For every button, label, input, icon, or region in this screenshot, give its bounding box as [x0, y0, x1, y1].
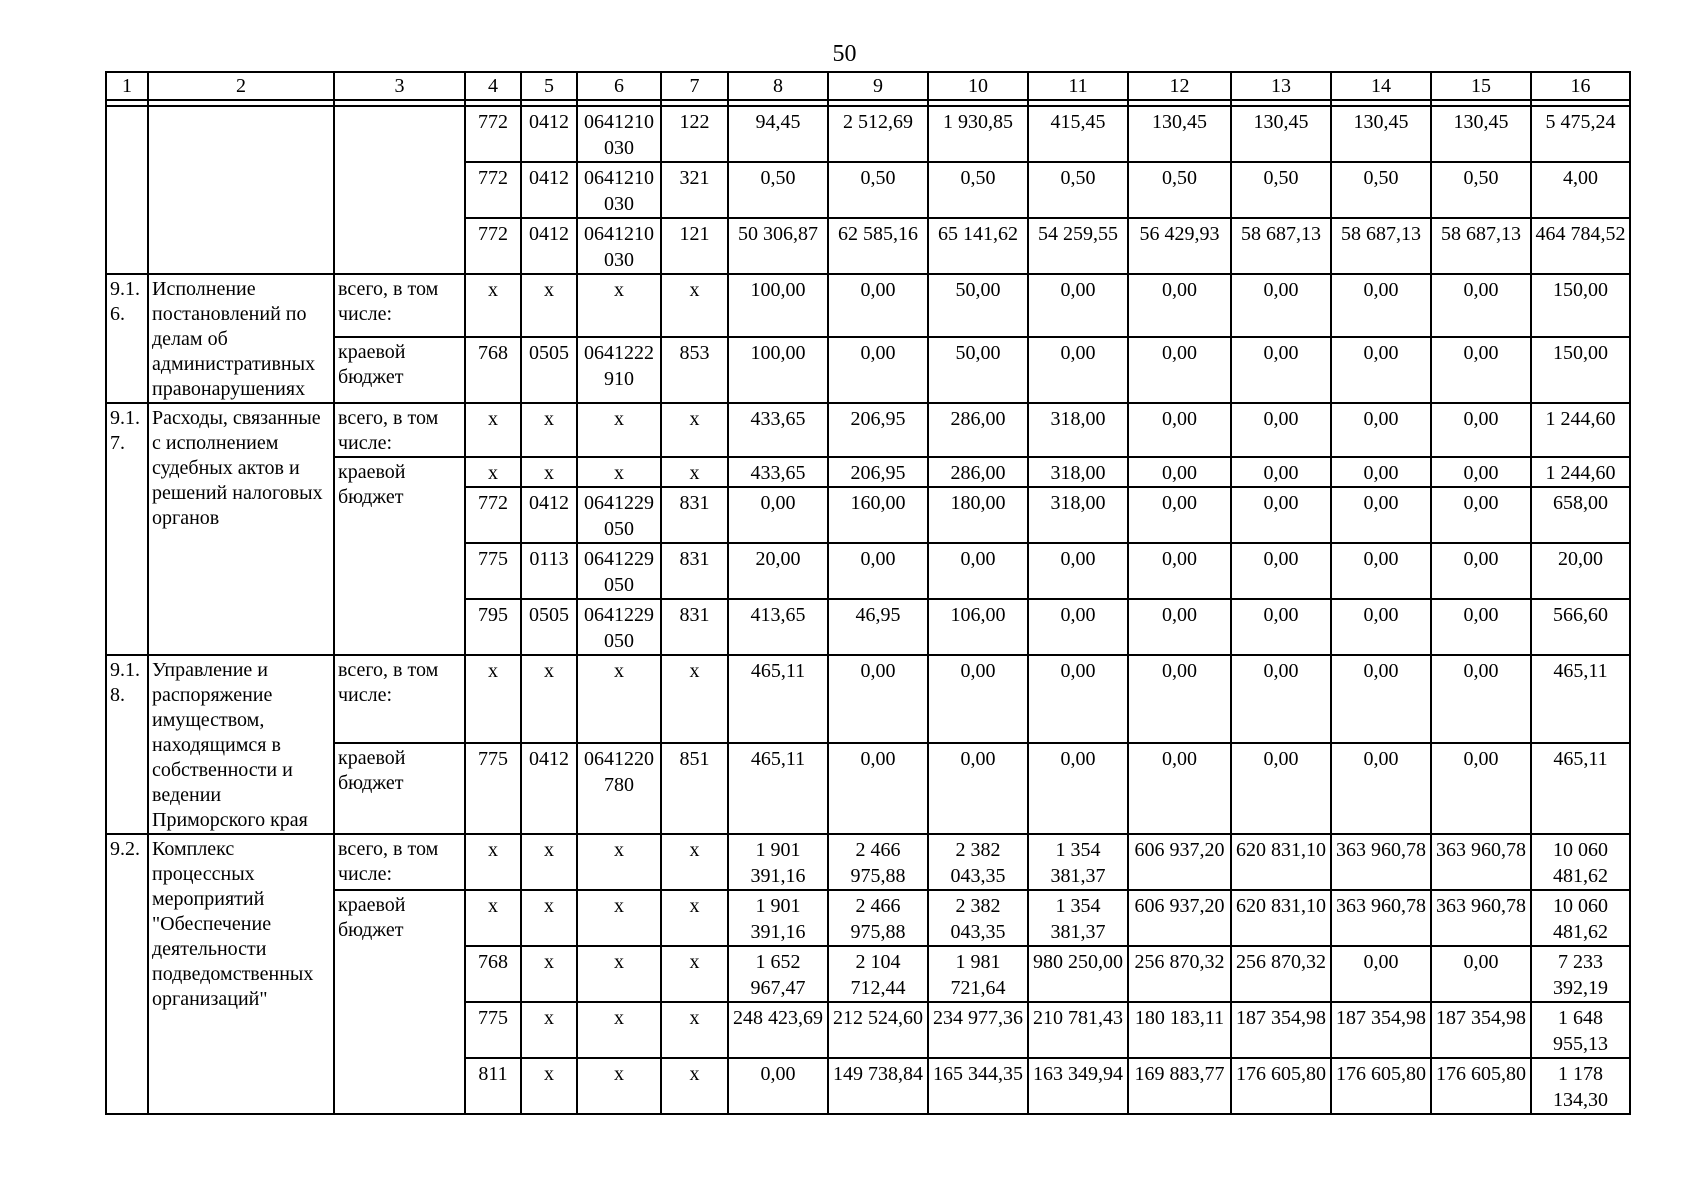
cell-amount: 176 605,80 — [1431, 1058, 1531, 1114]
cell-amount: 658,00 — [1531, 487, 1630, 543]
header-cell: 14 — [1331, 72, 1431, 100]
cell-amount: 0,00 — [1231, 274, 1331, 337]
header-cell: 5 — [521, 72, 577, 100]
cell-amount: 465,11 — [1531, 743, 1630, 834]
cell-amount: 0,00 — [1331, 599, 1431, 655]
cell-source-total: всего, в том числе: — [334, 834, 465, 890]
cell-amount: 0,00 — [1128, 743, 1231, 834]
cell-amount: 0,50 — [728, 162, 828, 218]
cell-amount: 0,00 — [1128, 487, 1231, 543]
cell-amount: 0,00 — [828, 743, 928, 834]
cell-amount: 0,00 — [728, 487, 828, 543]
cell-grbs: 768 — [465, 946, 521, 1002]
cell-name: Исполнение постановлений по делам об административных правонарушениях — [148, 274, 334, 403]
cell-grbs: 811 — [465, 1058, 521, 1114]
cell-section-code: x — [521, 403, 577, 457]
header-cell: 2 — [148, 72, 334, 100]
cell-source-regional: краевой бюджет — [334, 890, 465, 1114]
cell-amount: 50,00 — [928, 337, 1028, 403]
cell-amount: 210 781,43 — [1028, 1002, 1128, 1058]
cell-amount: 1 244,60 — [1531, 403, 1630, 457]
cell-target-code: x — [577, 1002, 661, 1058]
cell-target-code: 0641210 030 — [577, 218, 661, 274]
table-row — [106, 274, 1630, 337]
cell-section-code: 0412 — [521, 106, 577, 162]
cell-amount: 163 349,94 — [1028, 1058, 1128, 1114]
cell-grbs: 772 — [465, 218, 521, 274]
cell-amount: 180 183,11 — [1128, 1002, 1231, 1058]
cell-target-code: x — [577, 834, 661, 890]
cell-expense-type: x — [661, 946, 728, 1002]
cell-index: 9.2. — [106, 834, 148, 1114]
cell-amount: 0,00 — [1331, 337, 1431, 403]
cell-target-code: x — [577, 890, 661, 946]
cell-amount: 0,00 — [828, 337, 928, 403]
header-cell: 7 — [661, 72, 728, 100]
page-number: 50 — [832, 41, 857, 67]
cell-amount: 0,00 — [1231, 457, 1331, 487]
table-row — [106, 834, 1630, 890]
cell-amount: 150,00 — [1531, 337, 1630, 403]
cell-amount: 0,00 — [1128, 655, 1231, 743]
cell-expense-type: x — [661, 1058, 728, 1114]
cell-amount: 187 354,98 — [1431, 1002, 1531, 1058]
cell-amount: 212 524,60 — [828, 1002, 928, 1058]
cell-amount: 318,00 — [1028, 403, 1128, 457]
cell-amount: 1 901 391,16 — [728, 834, 828, 890]
cell-section-code: 0505 — [521, 599, 577, 655]
cell-amount: 0,00 — [1331, 655, 1431, 743]
cell-amount: 433,65 — [728, 457, 828, 487]
cell-amount: 606 937,20 — [1128, 890, 1231, 946]
table-body — [106, 72, 1630, 1114]
table-row — [106, 743, 1630, 834]
cell-target-code: x — [577, 457, 661, 487]
header-cell: 3 — [334, 72, 465, 100]
cell-amount: 4,00 — [1531, 162, 1630, 218]
cell-amount: 0,00 — [1028, 743, 1128, 834]
cell-index — [106, 106, 148, 274]
cell-expense-type: 321 — [661, 162, 728, 218]
cell-amount: 5 475,24 — [1531, 106, 1630, 162]
cell-target-code: x — [577, 274, 661, 337]
cell-section-code: x — [521, 834, 577, 890]
cell-section-code: x — [521, 890, 577, 946]
cell-target-code: 0641222 910 — [577, 337, 661, 403]
cell-amount: 465,11 — [728, 655, 828, 743]
cell-amount: 0,50 — [1231, 162, 1331, 218]
cell-amount: 0,00 — [1028, 655, 1128, 743]
cell-amount: 169 883,77 — [1128, 1058, 1231, 1114]
cell-amount: 0,00 — [1331, 946, 1431, 1002]
cell-amount: 2 466 975,88 — [828, 890, 928, 946]
cell-amount: 0,00 — [1331, 743, 1431, 834]
cell-grbs: 775 — [465, 743, 521, 834]
cell-amount: 1 648 955,13 — [1531, 1002, 1630, 1058]
cell-section-code: x — [521, 946, 577, 1002]
cell-expense-type: x — [661, 890, 728, 946]
cell-expense-type: x — [661, 274, 728, 337]
cell-amount: 0,50 — [1331, 162, 1431, 218]
cell-amount: 46,95 — [828, 599, 928, 655]
cell-amount: 2 466 975,88 — [828, 834, 928, 890]
cell-amount: 165 344,35 — [928, 1058, 1028, 1114]
cell-amount: 20,00 — [728, 543, 828, 599]
cell-amount: 0,00 — [1028, 337, 1128, 403]
cell-amount: 58 687,13 — [1431, 218, 1531, 274]
header-cell: 8 — [728, 72, 828, 100]
cell-section-code: x — [521, 1058, 577, 1114]
cell-amount: 0,00 — [1231, 543, 1331, 599]
header-row — [106, 72, 1630, 100]
cell-target-code: x — [577, 946, 661, 1002]
cell-source-total: всего, в том числе: — [334, 403, 465, 457]
cell-amount: 465,11 — [728, 743, 828, 834]
cell-target-code: x — [577, 1058, 661, 1114]
cell-amount: 58 687,13 — [1331, 218, 1431, 274]
cell-amount: 176 605,80 — [1231, 1058, 1331, 1114]
cell-target-code: 0641229 050 — [577, 599, 661, 655]
cell-section-code: 0412 — [521, 743, 577, 834]
cell-grbs: x — [465, 890, 521, 946]
cell-index: 9.1. 8. — [106, 655, 148, 834]
cell-amount: 150,00 — [1531, 274, 1630, 337]
cell-amount: 286,00 — [928, 403, 1028, 457]
cell-name: Управление и распоряжение имуществом, находящимся в собственности и ведении Приморского края — [148, 655, 334, 834]
cell-amount: 2 104 712,44 — [828, 946, 928, 1002]
cell-amount: 1 178 134,30 — [1531, 1058, 1630, 1114]
cell-amount: 318,00 — [1028, 457, 1128, 487]
cell-index: 9.1. 7. — [106, 403, 148, 655]
header-cell: 4 — [465, 72, 521, 100]
cell-amount: 100,00 — [728, 274, 828, 337]
cell-amount: 0,00 — [1331, 457, 1431, 487]
cell-amount: 130,45 — [1431, 106, 1531, 162]
cell-amount: 0,00 — [1431, 543, 1531, 599]
cell-expense-type: x — [661, 1002, 728, 1058]
cell-amount: 0,00 — [1331, 543, 1431, 599]
cell-amount: 10 060 481,62 — [1531, 834, 1630, 890]
cell-expense-type: 851 — [661, 743, 728, 834]
cell-grbs: x — [465, 834, 521, 890]
cell-grbs: 795 — [465, 599, 521, 655]
cell-amount: 0,00 — [1128, 274, 1231, 337]
cell-amount: 0,00 — [1431, 403, 1531, 457]
cell-amount: 130,45 — [1331, 106, 1431, 162]
cell-target-code: 0641220 780 — [577, 743, 661, 834]
cell-amount: 0,00 — [1128, 599, 1231, 655]
cell-expense-type: x — [661, 457, 728, 487]
cell-amount: 2 382 043,35 — [928, 834, 1028, 890]
cell-amount: 415,45 — [1028, 106, 1128, 162]
cell-target-code: x — [577, 403, 661, 457]
cell-amount: 0,00 — [1431, 457, 1531, 487]
cell-source-regional: краевой бюджет — [334, 337, 465, 403]
cell-source — [334, 106, 465, 274]
cell-grbs: 768 — [465, 337, 521, 403]
cell-amount: 62 585,16 — [828, 218, 928, 274]
header-cell: 9 — [828, 72, 928, 100]
cell-amount: 94,45 — [728, 106, 828, 162]
cell-expense-type: 121 — [661, 218, 728, 274]
cell-amount: 149 738,84 — [828, 1058, 928, 1114]
cell-amount: 50 306,87 — [728, 218, 828, 274]
header-cell: 13 — [1231, 72, 1331, 100]
cell-amount: 0,00 — [1431, 946, 1531, 1002]
cell-amount: 0,00 — [1331, 487, 1431, 543]
cell-amount: 130,45 — [1231, 106, 1331, 162]
cell-section-code: x — [521, 457, 577, 487]
cell-source-regional: краевой бюджет — [334, 457, 465, 655]
cell-expense-type: x — [661, 655, 728, 743]
cell-amount: 100,00 — [728, 337, 828, 403]
cell-amount: 65 141,62 — [928, 218, 1028, 274]
cell-amount: 0,00 — [828, 655, 928, 743]
header-cell: 6 — [577, 72, 661, 100]
cell-amount: 0,00 — [1231, 599, 1331, 655]
cell-amount: 1 981 721,64 — [928, 946, 1028, 1002]
cell-amount: 0,50 — [828, 162, 928, 218]
cell-name: Комплекс процессных мероприятий "Обеспечение деятельности подведомственных организаций" — [148, 834, 334, 1114]
cell-amount: 0,00 — [928, 743, 1028, 834]
cell-amount: 620 831,10 — [1231, 890, 1331, 946]
cell-source-total: всего, в том числе: — [334, 274, 465, 337]
cell-amount: 413,65 — [728, 599, 828, 655]
cell-section-code: x — [521, 1002, 577, 1058]
cell-section-code: 0113 — [521, 543, 577, 599]
cell-section-code: 0412 — [521, 162, 577, 218]
cell-amount: 0,50 — [1028, 162, 1128, 218]
cell-amount: 256 870,32 — [1231, 946, 1331, 1002]
header-cell: 12 — [1128, 72, 1231, 100]
cell-grbs: 772 — [465, 106, 521, 162]
cell-amount: 0,00 — [1028, 274, 1128, 337]
cell-grbs: 772 — [465, 162, 521, 218]
cell-amount: 0,00 — [1431, 599, 1531, 655]
cell-grbs: 775 — [465, 543, 521, 599]
cell-section-code: x — [521, 655, 577, 743]
cell-amount: 248 423,69 — [728, 1002, 828, 1058]
budget-table — [105, 71, 1631, 1115]
cell-source-total: всего, в том числе: — [334, 655, 465, 743]
cell-section-code: x — [521, 274, 577, 337]
cell-source-regional: краевой бюджет — [334, 743, 465, 834]
cell-name — [148, 106, 334, 274]
cell-amount: 206,95 — [828, 457, 928, 487]
cell-amount: 363 960,78 — [1431, 890, 1531, 946]
cell-amount: 2 382 043,35 — [928, 890, 1028, 946]
cell-amount: 433,65 — [728, 403, 828, 457]
cell-amount: 50,00 — [928, 274, 1028, 337]
cell-amount: 0,50 — [1431, 162, 1531, 218]
cell-amount: 0,00 — [1431, 655, 1531, 743]
cell-amount: 464 784,52 — [1531, 218, 1630, 274]
cell-amount: 0,00 — [1231, 403, 1331, 457]
cell-amount: 0,00 — [1028, 543, 1128, 599]
cell-amount: 180,00 — [928, 487, 1028, 543]
cell-amount: 54 259,55 — [1028, 218, 1128, 274]
cell-expense-type: x — [661, 403, 728, 457]
table-row — [106, 457, 1630, 487]
cell-amount: 0,00 — [1128, 457, 1231, 487]
cell-amount: 363 960,78 — [1331, 834, 1431, 890]
cell-section-code: 0412 — [521, 487, 577, 543]
cell-amount: 1 354 381,37 — [1028, 834, 1128, 890]
cell-amount: 106,00 — [928, 599, 1028, 655]
cell-amount: 206,95 — [828, 403, 928, 457]
table-row — [106, 106, 1630, 162]
cell-amount: 620 831,10 — [1231, 834, 1331, 890]
header-cell: 15 — [1431, 72, 1531, 100]
cell-amount: 0,00 — [1431, 337, 1531, 403]
header-cell: 1 — [106, 72, 148, 100]
cell-amount: 0,00 — [828, 543, 928, 599]
cell-section-code: 0505 — [521, 337, 577, 403]
cell-amount: 318,00 — [1028, 487, 1128, 543]
cell-amount: 187 354,98 — [1231, 1002, 1331, 1058]
cell-expense-type: 831 — [661, 543, 728, 599]
cell-name: Расходы, связанные с исполнением судебных актов и решений налоговых органов — [148, 403, 334, 655]
cell-amount: 1 244,60 — [1531, 457, 1630, 487]
cell-amount: 286,00 — [928, 457, 1028, 487]
cell-amount: 0,00 — [1128, 403, 1231, 457]
cell-amount: 160,00 — [828, 487, 928, 543]
cell-amount: 1 901 391,16 — [728, 890, 828, 946]
cell-amount: 10 060 481,62 — [1531, 890, 1630, 946]
cell-amount: 0,00 — [1128, 543, 1231, 599]
cell-amount: 0,00 — [728, 1058, 828, 1114]
table-row — [106, 890, 1630, 946]
cell-target-code: 0641229 050 — [577, 543, 661, 599]
cell-amount: 0,00 — [1028, 599, 1128, 655]
cell-section-code: 0412 — [521, 218, 577, 274]
cell-amount: 0,00 — [928, 543, 1028, 599]
cell-grbs: x — [465, 655, 521, 743]
cell-amount: 2 512,69 — [828, 106, 928, 162]
cell-grbs: 775 — [465, 1002, 521, 1058]
cell-amount: 0,00 — [1431, 487, 1531, 543]
cell-grbs: x — [465, 457, 521, 487]
cell-amount: 0,00 — [1231, 487, 1331, 543]
cell-grbs: 772 — [465, 487, 521, 543]
cell-amount: 1 354 381,37 — [1028, 890, 1128, 946]
cell-amount: 465,11 — [1531, 655, 1630, 743]
cell-amount: 58 687,13 — [1231, 218, 1331, 274]
cell-amount: 363 960,78 — [1331, 890, 1431, 946]
cell-target-code: 0641210 030 — [577, 106, 661, 162]
table-row — [106, 403, 1630, 457]
cell-amount: 256 870,32 — [1128, 946, 1231, 1002]
cell-amount: 1 930,85 — [928, 106, 1028, 162]
cell-amount: 56 429,93 — [1128, 218, 1231, 274]
cell-expense-type: 853 — [661, 337, 728, 403]
cell-expense-type: 831 — [661, 599, 728, 655]
cell-amount: 234 977,36 — [928, 1002, 1028, 1058]
table-row — [106, 337, 1630, 403]
cell-expense-type: 831 — [661, 487, 728, 543]
cell-amount: 363 960,78 — [1431, 834, 1531, 890]
cell-amount: 0,00 — [1431, 274, 1531, 337]
header-cell: 16 — [1531, 72, 1630, 100]
table-row — [106, 655, 1630, 743]
cell-amount: 1 652 967,47 — [728, 946, 828, 1002]
cell-amount: 20,00 — [1531, 543, 1630, 599]
cell-amount: 130,45 — [1128, 106, 1231, 162]
cell-amount: 0,00 — [1231, 337, 1331, 403]
cell-target-code: 0641229 050 — [577, 487, 661, 543]
cell-amount: 0,50 — [1128, 162, 1231, 218]
cell-amount: 980 250,00 — [1028, 946, 1128, 1002]
cell-amount: 566,60 — [1531, 599, 1630, 655]
cell-amount: 0,00 — [1331, 403, 1431, 457]
cell-amount: 606 937,20 — [1128, 834, 1231, 890]
cell-amount: 7 233 392,19 — [1531, 946, 1630, 1002]
header-cell: 11 — [1028, 72, 1128, 100]
cell-grbs: x — [465, 403, 521, 457]
cell-amount: 0,50 — [928, 162, 1028, 218]
cell-amount: 0,00 — [1231, 655, 1331, 743]
cell-index: 9.1. 6. — [106, 274, 148, 403]
cell-expense-type: 122 — [661, 106, 728, 162]
cell-amount: 0,00 — [1431, 743, 1531, 834]
cell-amount: 0,00 — [1331, 274, 1431, 337]
cell-grbs: x — [465, 274, 521, 337]
cell-target-code: 0641210 030 — [577, 162, 661, 218]
cell-amount: 0,00 — [1231, 743, 1331, 834]
cell-amount: 187 354,98 — [1331, 1002, 1431, 1058]
cell-amount: 0,00 — [1128, 337, 1231, 403]
header-cell: 10 — [928, 72, 1028, 100]
cell-amount: 0,00 — [928, 655, 1028, 743]
cell-expense-type: x — [661, 834, 728, 890]
cell-amount: 176 605,80 — [1331, 1058, 1431, 1114]
cell-amount: 0,00 — [828, 274, 928, 337]
cell-target-code: x — [577, 655, 661, 743]
